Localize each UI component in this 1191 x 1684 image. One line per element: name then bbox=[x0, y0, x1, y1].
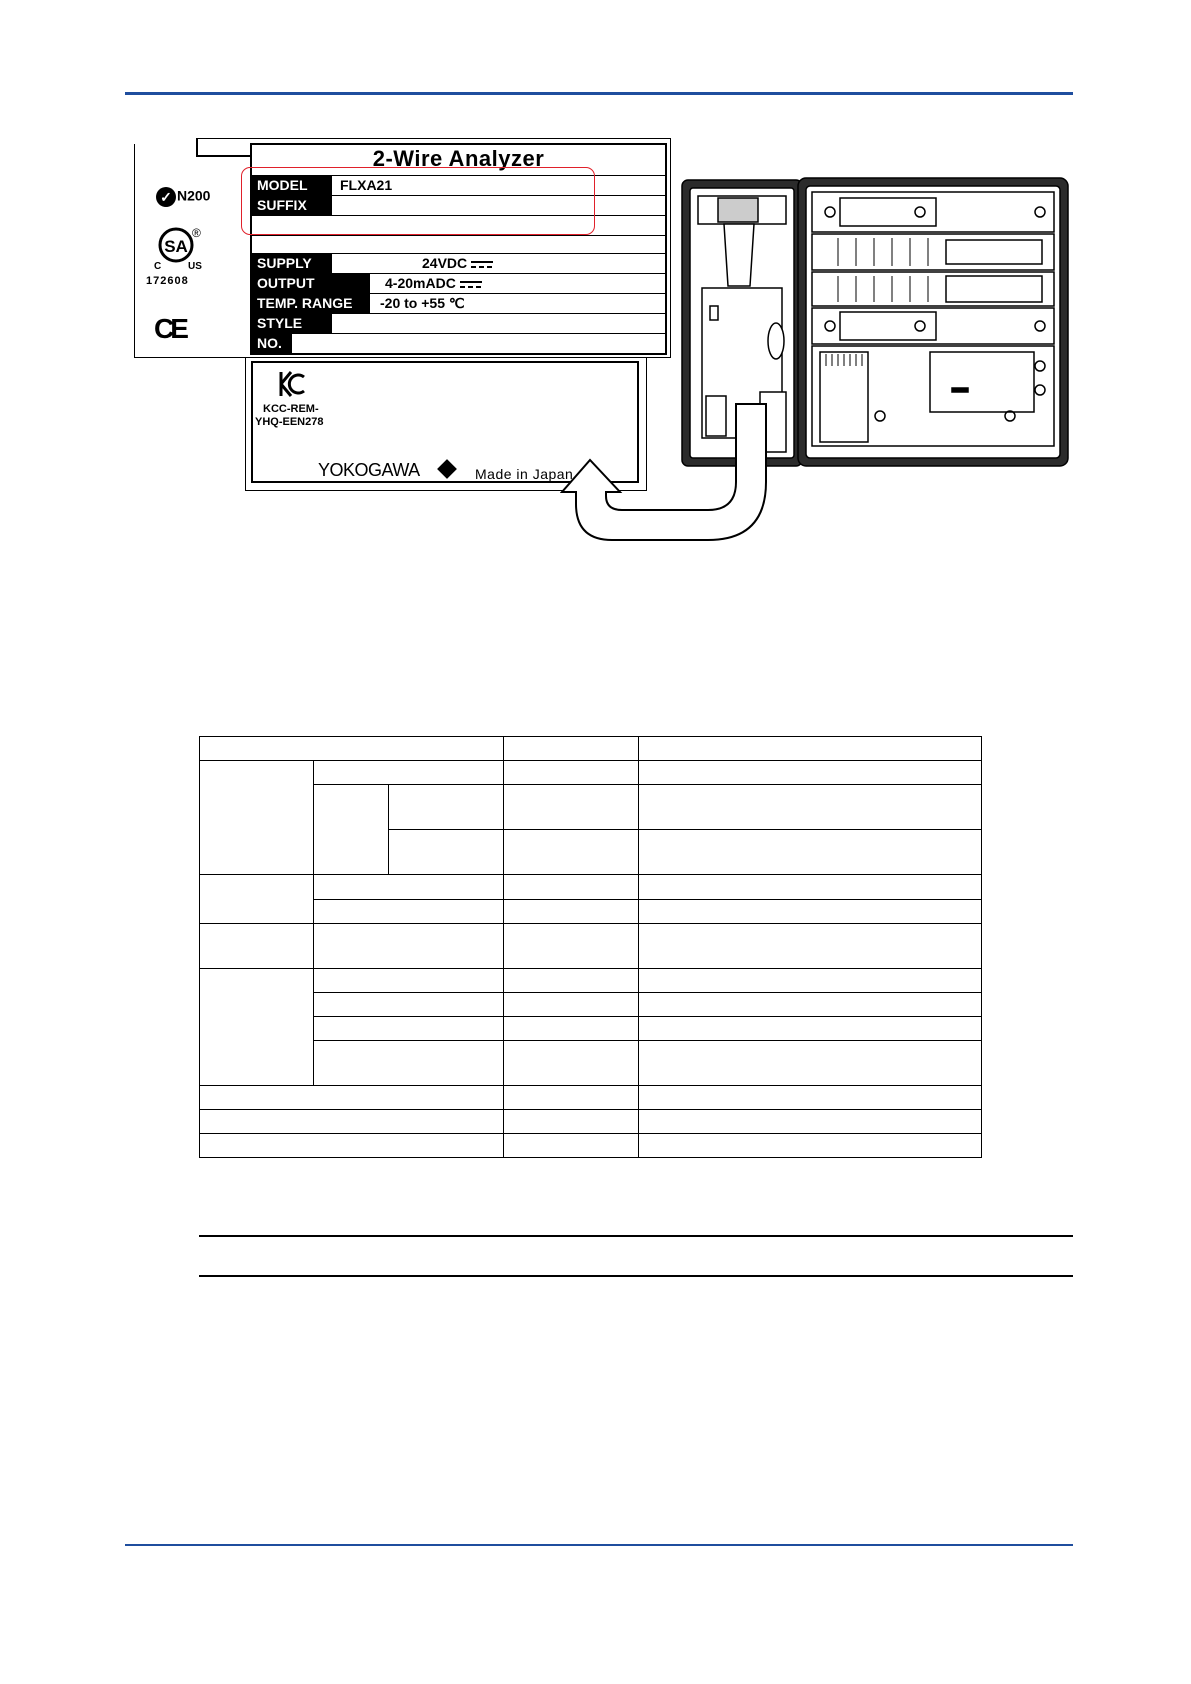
plate-row-spacer bbox=[252, 235, 665, 255]
csa-number: 172608 bbox=[146, 275, 189, 287]
svg-text:SA: SA bbox=[164, 237, 188, 256]
table-cell bbox=[313, 900, 503, 924]
table-row bbox=[200, 1041, 982, 1086]
table-row bbox=[200, 1134, 982, 1158]
table-row bbox=[200, 900, 982, 924]
table-cell bbox=[503, 737, 639, 761]
table-cell bbox=[503, 1086, 639, 1110]
table-cell bbox=[503, 900, 639, 924]
table-cell bbox=[200, 1110, 504, 1134]
label-notch-edge bbox=[196, 138, 198, 156]
plate-key: STYLE bbox=[252, 314, 332, 333]
csa-us-label: US bbox=[188, 261, 202, 272]
table-cell bbox=[313, 1041, 503, 1086]
table-cell bbox=[200, 1086, 504, 1110]
table-cell bbox=[313, 785, 388, 875]
table-cell bbox=[503, 761, 639, 785]
table-cell bbox=[639, 969, 982, 993]
plate-key: MODEL bbox=[252, 176, 332, 195]
table-row bbox=[200, 1017, 982, 1041]
table-cell bbox=[503, 875, 639, 900]
table-cell bbox=[639, 1041, 982, 1086]
table-cell bbox=[639, 875, 982, 900]
note-rule-bottom bbox=[199, 1275, 1073, 1277]
plate-key: TEMP. RANGE bbox=[252, 294, 370, 313]
table-cell bbox=[313, 993, 503, 1017]
table-cell bbox=[503, 830, 639, 875]
table-cell bbox=[200, 761, 314, 875]
table-row bbox=[200, 761, 982, 785]
table-row bbox=[200, 924, 982, 969]
table-cell bbox=[503, 1041, 639, 1086]
table-cell bbox=[200, 737, 504, 761]
plate-value: -20 to +55 ℃ bbox=[380, 295, 465, 311]
table-row bbox=[200, 785, 982, 830]
table-cell bbox=[503, 969, 639, 993]
plate-row-style bbox=[252, 313, 665, 333]
table-cell bbox=[639, 900, 982, 924]
table-cell bbox=[313, 969, 503, 993]
table-row bbox=[200, 875, 982, 900]
kc-code-line2: YHQ-EEN278 bbox=[255, 416, 324, 428]
check-icon: ✓ bbox=[156, 187, 176, 207]
plate-key: SUPPLY bbox=[252, 254, 332, 273]
label-notch-edge bbox=[196, 155, 250, 157]
table-cell bbox=[313, 924, 503, 969]
table-cell bbox=[388, 785, 503, 830]
plate-row-output bbox=[252, 273, 665, 293]
header-rule bbox=[125, 92, 1073, 95]
label-notch bbox=[132, 130, 196, 144]
model-suffix-highlight bbox=[241, 167, 595, 235]
plate-value: 24VDC bbox=[422, 254, 493, 273]
n200-mark: ✓ N200 bbox=[156, 187, 210, 207]
table-cell bbox=[639, 993, 982, 1017]
certification-marks bbox=[140, 175, 240, 355]
dc-symbol-icon bbox=[471, 259, 493, 269]
table-cell bbox=[503, 1017, 639, 1041]
table-cell bbox=[639, 737, 982, 761]
table-cell bbox=[503, 993, 639, 1017]
nameplate-title: 2-Wire Analyzer bbox=[372, 146, 545, 171]
plate-value: FLXA21 bbox=[340, 177, 393, 193]
table-cell bbox=[639, 761, 982, 785]
table-cell bbox=[639, 785, 982, 830]
table-cell bbox=[639, 924, 982, 969]
table-row bbox=[200, 1086, 982, 1110]
csa-mark-icon bbox=[152, 225, 208, 275]
plate-value: 4-20mADC bbox=[385, 274, 482, 293]
table-cell bbox=[639, 1086, 982, 1110]
spec-table bbox=[199, 736, 982, 1158]
table-cell bbox=[503, 785, 639, 830]
table-cell bbox=[503, 924, 639, 969]
table-row bbox=[200, 993, 982, 1017]
table-cell bbox=[200, 875, 314, 924]
table-cell bbox=[200, 924, 314, 969]
table-cell bbox=[639, 1110, 982, 1134]
table-cell bbox=[503, 1110, 639, 1134]
plate-key: OUTPUT bbox=[252, 274, 370, 293]
kc-mark-icon bbox=[277, 369, 307, 399]
note-rule-top bbox=[199, 1235, 1073, 1237]
plate-key: NO. bbox=[252, 334, 292, 353]
plate-key: SUFFIX bbox=[252, 196, 332, 215]
curved-arrow-icon bbox=[560, 400, 790, 570]
table-cell bbox=[313, 875, 503, 900]
plate-row-no bbox=[252, 333, 665, 353]
made-in-text: Made in Japan bbox=[475, 466, 574, 482]
dc-symbol-icon bbox=[460, 279, 482, 289]
table-cell bbox=[639, 830, 982, 875]
diamond-logo-icon bbox=[437, 459, 457, 479]
table-cell bbox=[313, 761, 503, 785]
footer-rule bbox=[125, 1544, 1073, 1546]
table-cell bbox=[200, 1134, 504, 1158]
table-cell bbox=[313, 1017, 503, 1041]
csa-c-label: C bbox=[154, 261, 162, 272]
table-row bbox=[200, 969, 982, 993]
registered-mark: ® bbox=[192, 226, 201, 240]
plate-row-supply bbox=[252, 253, 665, 273]
table-cell bbox=[200, 969, 314, 1086]
ce-mark: CE bbox=[154, 313, 185, 344]
kc-code-line1: KCC-REM- bbox=[263, 403, 319, 415]
table-cell bbox=[639, 1134, 982, 1158]
table-cell bbox=[388, 830, 503, 875]
table-cell bbox=[639, 1017, 982, 1041]
plate-row-temp-range bbox=[252, 293, 665, 313]
table-row bbox=[200, 1110, 982, 1134]
manufacturer-name: YOKOGAWA bbox=[318, 460, 420, 480]
table-header-row bbox=[200, 737, 982, 761]
table-cell bbox=[503, 1134, 639, 1158]
